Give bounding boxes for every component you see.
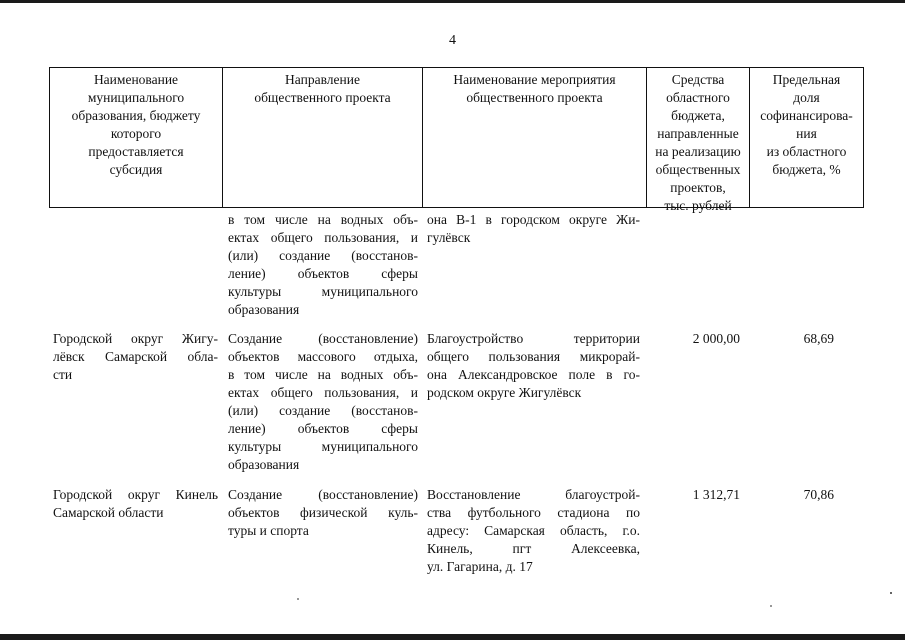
text-line: Самарской области [53, 505, 164, 520]
text-line: ление) объектов сферы [228, 421, 418, 436]
text-line: ление) объектов сферы [228, 266, 418, 281]
text-line: в том числе на водных объ- [228, 212, 418, 227]
row-funds: 1 312,71 [692, 487, 740, 502]
header-line: софинансирова- [760, 108, 853, 123]
header-line: Предельная [772, 72, 841, 87]
header-line: общественного проекта [254, 90, 391, 105]
row-share: 70,86 [803, 487, 834, 502]
row-direction [228, 486, 418, 540]
header-line: муниципального [87, 90, 185, 105]
header-line: Средства [671, 72, 725, 87]
text-line: Городской округ Кинель [53, 487, 218, 502]
scan-top-edge [0, 0, 905, 3]
text-line: Городской округ Жигу- [53, 331, 218, 346]
row-event [427, 486, 640, 576]
scan-speck [770, 605, 772, 607]
text-line: объектов физической куль- [228, 505, 418, 520]
header-line: которого [110, 126, 162, 141]
page-number: 4 [449, 33, 456, 48]
header-line: субсидия [109, 162, 163, 177]
text-line: Создание (восстановление) [228, 331, 418, 346]
header-line: предоставляется [88, 144, 184, 159]
header-line: Наименование [93, 72, 179, 87]
header-line: проектов, [670, 180, 726, 195]
text-line: культуры муниципального [228, 284, 418, 299]
text-line: в том числе на водных объ- [228, 367, 418, 382]
header-project-direction [222, 67, 422, 208]
text-line: сти [53, 367, 73, 382]
header-line: тыс. рублей [664, 198, 732, 213]
text-line: туры и спорта [228, 523, 309, 538]
text-line: она Александровское поле в го- [427, 367, 640, 382]
header-line: общественных [655, 162, 741, 177]
header-line: направленные [657, 126, 739, 141]
text-line: ектах общего пользования, и [228, 230, 418, 245]
text-line: общего пользования микрорай- [427, 349, 640, 364]
header-line: общественного проекта [466, 90, 603, 105]
text-line: ства футбольного стадиона по [427, 505, 640, 520]
header-municipality [49, 67, 222, 208]
header-cofinancing-share [749, 67, 864, 208]
header-line: бюджета, % [772, 162, 841, 177]
text-line: (или) создание (восстанов- [228, 403, 418, 418]
table-header [49, 67, 864, 213]
header-event-name [422, 67, 646, 208]
header-line: Наименование мероприятия [453, 72, 616, 87]
continuation-event [427, 211, 640, 247]
header-line: ния [796, 126, 817, 141]
text-line: Создание (восстановление) [228, 487, 418, 502]
text-line: лёвск Самарской обла- [53, 349, 218, 364]
header-line: Направление [285, 72, 360, 87]
scan-speck [297, 598, 299, 600]
text-line: родском округе Жигулёвск [427, 385, 582, 400]
text-line: объектов массового отдыха, [228, 349, 418, 364]
row-event [427, 330, 640, 402]
text-line: Благоустройство территории [427, 331, 640, 346]
header-line: доля [793, 90, 820, 105]
scan-speck [890, 592, 892, 594]
text-line: образования [228, 457, 300, 472]
text-line: (или) создание (восстанов- [228, 248, 418, 263]
text-line: адресу: Самарская область, г.о. [427, 523, 640, 538]
header-line: из областного [766, 144, 847, 159]
text-line: культуры муниципального [228, 439, 418, 454]
continuation-direction [228, 211, 418, 319]
header-regional-funds [646, 67, 749, 213]
row-funds: 2 000,00 [692, 331, 740, 346]
row-municipality [53, 486, 218, 522]
text-line: она В-1 в городском округе Жи- [427, 212, 640, 227]
row-share: 68,69 [803, 331, 834, 346]
row-direction [228, 330, 418, 474]
text-line: Кинель, пгт Алексеевка, [427, 541, 640, 556]
text-line: образования [228, 302, 300, 317]
text-line: гулёвск [427, 230, 471, 245]
header-line: бюджета, [671, 108, 725, 123]
header-line: на реализацию [655, 144, 741, 159]
scan-bottom-edge [0, 634, 905, 640]
header-line: образования, бюджету [71, 108, 201, 123]
header-line: областного [666, 90, 730, 105]
text-line: ектах общего пользования, и [228, 385, 418, 400]
row-municipality [53, 330, 218, 384]
text-line: ул. Гагарина, д. 17 [427, 559, 533, 574]
text-line: Восстановление благоустрой- [427, 487, 640, 502]
